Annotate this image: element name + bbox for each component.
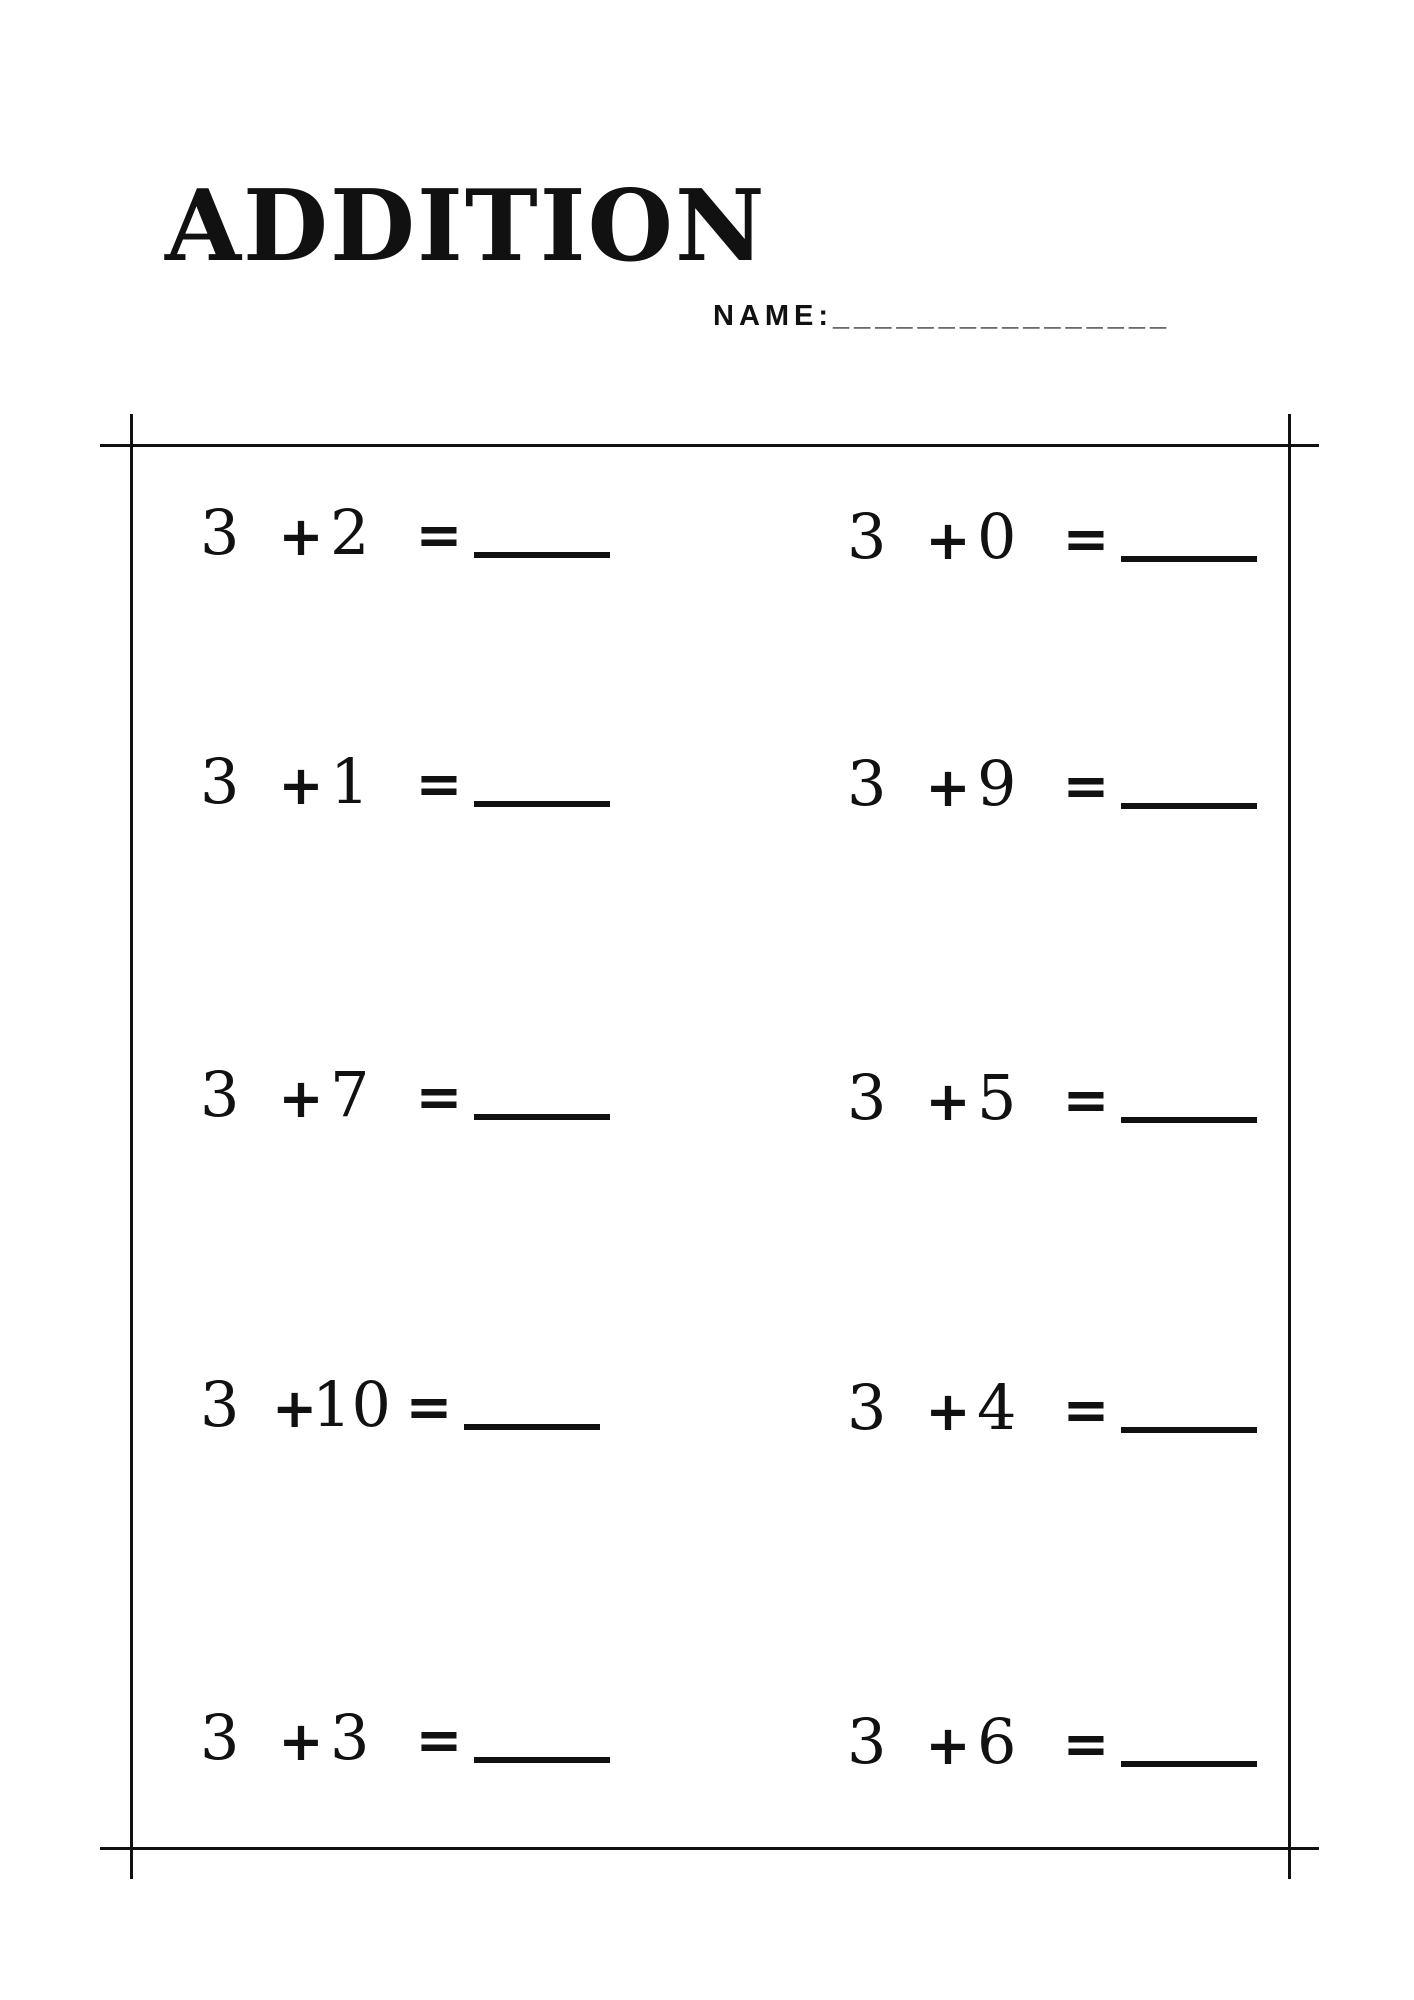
addend-a: 3 xyxy=(200,1058,240,1131)
equals-sign: = xyxy=(415,752,463,817)
answer-blank[interactable] xyxy=(1121,1761,1257,1767)
problem-3 xyxy=(200,733,610,818)
answer-blank[interactable] xyxy=(474,1114,610,1120)
plus-sign: + xyxy=(278,505,324,568)
addend-b: 3 xyxy=(330,1701,370,1774)
equals-sign: = xyxy=(415,1708,463,1773)
addend-b: 7 xyxy=(330,1058,370,1131)
name-field-label: NAME:________________ xyxy=(713,300,1172,332)
problem-8 xyxy=(847,1359,1257,1444)
frame-right-line xyxy=(1288,414,1291,1879)
addend-b: 9 xyxy=(977,747,1017,820)
addend-a: 3 xyxy=(200,1368,240,1441)
plus-sign: + xyxy=(925,1070,971,1133)
addend-a: 3 xyxy=(847,1371,887,1444)
addend-b: 4 xyxy=(977,1371,1017,1444)
equals-sign: = xyxy=(415,1065,463,1130)
answer-blank[interactable] xyxy=(1121,803,1257,809)
answer-blank[interactable] xyxy=(474,552,610,558)
problem-2 xyxy=(847,488,1257,573)
answer-blank[interactable] xyxy=(1121,1427,1257,1433)
addend-a: 3 xyxy=(200,1701,240,1774)
frame-top-line xyxy=(100,444,1319,447)
addend-a: 3 xyxy=(847,500,887,573)
equals-sign: = xyxy=(1062,1378,1110,1443)
addend-b: 10 xyxy=(312,1368,391,1441)
answer-blank[interactable] xyxy=(474,801,610,807)
addend-a: 3 xyxy=(200,496,240,569)
plus-sign: + xyxy=(925,1714,971,1777)
addend-a: 3 xyxy=(847,1705,887,1778)
plus-sign: + xyxy=(278,1067,324,1130)
addend-a: 3 xyxy=(847,1061,887,1134)
addend-a: 3 xyxy=(200,745,240,818)
problem-5 xyxy=(200,1046,610,1131)
problem-6 xyxy=(847,1049,1257,1134)
answer-blank[interactable] xyxy=(1121,556,1257,562)
addend-b: 5 xyxy=(977,1061,1017,1134)
answer-blank[interactable] xyxy=(464,1424,600,1430)
equals-sign: = xyxy=(1062,1712,1110,1777)
addend-b: 0 xyxy=(977,500,1017,573)
plus-sign: + xyxy=(278,754,324,817)
problem-7 xyxy=(200,1356,600,1441)
equals-sign: = xyxy=(1062,1068,1110,1133)
problem-9 xyxy=(200,1689,610,1774)
addend-b: 6 xyxy=(977,1705,1017,1778)
frame-left-line xyxy=(130,414,133,1879)
plus-sign: + xyxy=(925,756,971,819)
plus-sign: + xyxy=(925,1380,971,1443)
addend-b: 1 xyxy=(330,745,370,818)
plus-sign: + xyxy=(925,509,971,572)
problem-4 xyxy=(847,735,1257,820)
worksheet-title: ADDITION xyxy=(165,169,767,284)
plus-sign: + xyxy=(272,1377,318,1440)
answer-blank[interactable] xyxy=(474,1757,610,1763)
problem-10 xyxy=(847,1693,1257,1778)
answer-blank[interactable] xyxy=(1121,1117,1257,1123)
addend-a: 3 xyxy=(847,747,887,820)
frame-bottom-line xyxy=(100,1847,1319,1850)
equals-sign: = xyxy=(415,503,463,568)
equals-sign: = xyxy=(1062,754,1110,819)
equals-sign: = xyxy=(1062,507,1110,572)
plus-sign: + xyxy=(278,1710,324,1773)
addend-b: 2 xyxy=(330,496,370,569)
problem-1 xyxy=(200,484,610,569)
equals-sign: = xyxy=(405,1375,453,1440)
